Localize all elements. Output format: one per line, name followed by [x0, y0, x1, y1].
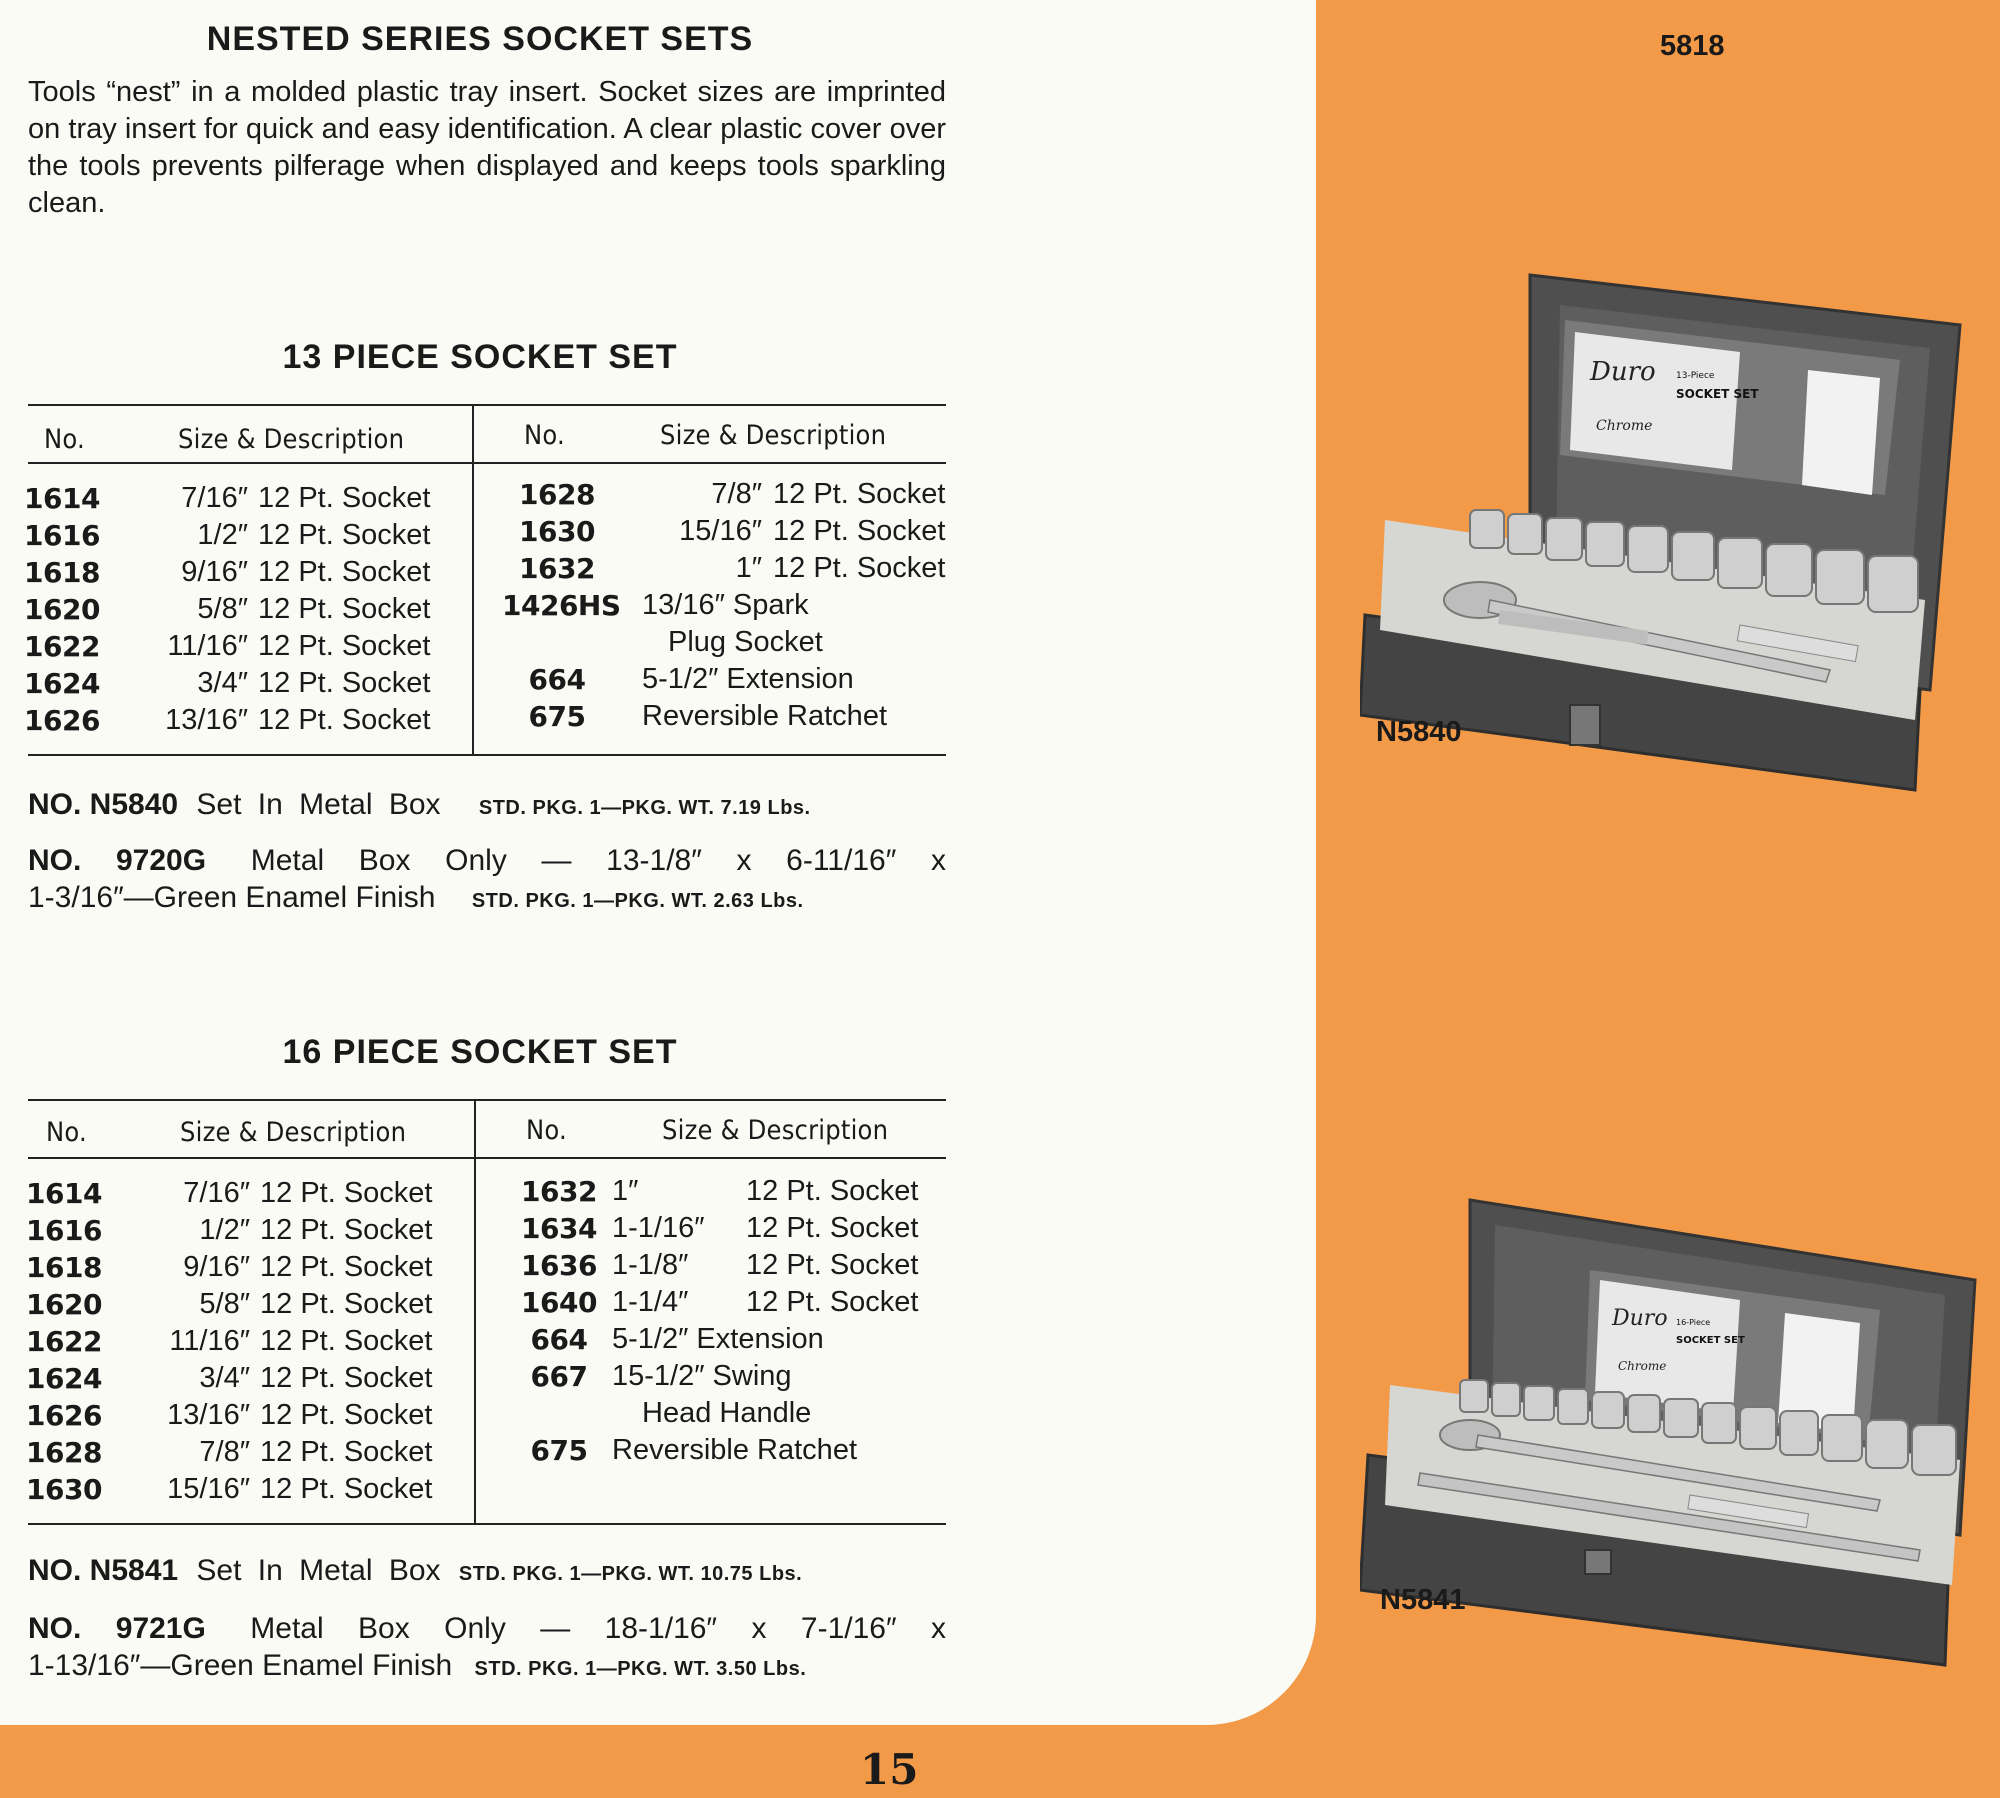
catalog-number: 1630: [26, 1473, 102, 1506]
item-size: 1/2″: [197, 519, 248, 551]
item-size: Head Handle: [642, 1397, 812, 1429]
catalog-number: 1640: [521, 1286, 597, 1319]
item-description: 12 Pt. Socket: [746, 1175, 919, 1207]
std-pkg: STD. PKG. 1—PKG. WT. 3.50 Lbs.: [474, 1658, 807, 1680]
box-label-n5840: N5840: [1376, 716, 1462, 748]
item-size: 5/8″: [199, 1288, 250, 1320]
table-row: [28, 1323, 946, 1360]
item-size: 11/16″: [169, 1325, 250, 1357]
item-size: Reversible Ratchet: [642, 700, 887, 732]
item-description: 12 Pt. Socket: [258, 519, 431, 551]
pkg-text: Set In Metal Box: [196, 1554, 441, 1587]
item-size: 13/16″ Spark: [642, 589, 809, 621]
item-size: 9/16″: [181, 556, 248, 588]
set13-title: 13 PIECE SOCKET SET: [282, 338, 678, 376]
std-pkg: STD. PKG. 1—PKG. WT. 2.63 Lbs.: [471, 890, 804, 912]
catalog-number: 1636: [521, 1249, 597, 1282]
item-description: 12 Pt. Socket: [260, 1177, 433, 1209]
table-row: [28, 478, 946, 515]
table-row: [28, 663, 946, 700]
set16-table: [28, 1099, 946, 1525]
table-row: [28, 1249, 946, 1286]
catalog-number: 1632: [519, 552, 595, 585]
item-description: 12 Pt. Socket: [260, 1251, 433, 1283]
std-pkg: STD. PKG. 1—PKG. WT. 7.19 Lbs.: [478, 797, 811, 819]
item-size: Reversible Ratchet: [612, 1434, 857, 1466]
item-size: 3/4″: [197, 667, 248, 699]
col-header-no: No.: [526, 1115, 567, 1146]
item-size: 7/8″: [711, 478, 762, 510]
box-label-n5841: N5841: [1380, 1584, 1466, 1616]
item-description: 12 Pt. Socket: [258, 556, 431, 588]
item-size: 15/16″: [679, 515, 762, 547]
pkg-text: 1-13/16″—Green Enamel Finish: [28, 1649, 453, 1682]
item-size: 9/16″: [183, 1251, 250, 1283]
set16-pkg2-line2: [28, 1647, 946, 1688]
set16-title: 16 PIECE SOCKET SET: [282, 1033, 678, 1071]
section-title: NESTED SERIES SOCKET SETS: [206, 20, 754, 58]
catalog-number: 1426HS: [502, 589, 621, 622]
catalog-number: 1616: [26, 1214, 102, 1247]
item-size: 15/16″: [167, 1473, 250, 1505]
intro-paragraph: Tools “nest” in a molded plastic tray insert. Socket sizes are imprinted on tray insert for quick and easy identification. A clear plastic cover over the tools prevents pilferage when displayed and keeps tools sparkling clean.: [28, 76, 946, 219]
item-description: 12 Pt. Socket: [258, 593, 431, 625]
catalog-number: 667: [530, 1360, 588, 1393]
col-header-no: No.: [524, 420, 565, 451]
box-card-sub: 16-Piece: [1676, 1318, 1711, 1327]
item-size: 7/16″: [181, 482, 248, 514]
set16-pkg2: [28, 1610, 946, 1647]
item-description: 12 Pt. Socket: [258, 704, 431, 736]
table-row: [28, 589, 946, 626]
item-size: 1/2″: [199, 1214, 250, 1246]
item-size: 1-1/8″: [612, 1249, 689, 1281]
catalog-number: 1634: [521, 1212, 597, 1245]
std-pkg: STD. PKG. 1—PKG. WT. 10.75 Lbs.: [458, 1563, 803, 1585]
item-size: 1″: [612, 1175, 639, 1207]
box-card-title: SOCKET SET: [1676, 387, 1759, 401]
set13-pkg1: [28, 786, 946, 827]
item-size: 3/4″: [199, 1362, 250, 1394]
catalog-number: NO. N5840: [28, 788, 179, 821]
catalog-number: NO. 9721G: [28, 1612, 206, 1645]
pkg-text: Set In Metal Box: [196, 788, 441, 821]
catalog-number: 1626: [24, 704, 100, 737]
catalog-number: 1624: [26, 1362, 102, 1395]
item-size: 13/16″: [165, 704, 248, 736]
item-size: 7/16″: [183, 1177, 250, 1209]
item-description: 12 Pt. Socket: [260, 1399, 433, 1431]
col-header-desc: Size & Description: [660, 420, 887, 451]
item-description: 12 Pt. Socket: [260, 1288, 433, 1320]
catalog-number: 1626: [26, 1399, 102, 1432]
item-description: 12 Pt. Socket: [260, 1473, 433, 1505]
header-rule: [28, 462, 946, 464]
box-brand-sub: Chrome: [1596, 418, 1653, 434]
box-card-sub: 13-Piece: [1676, 371, 1715, 381]
item-description: 12 Pt. Socket: [746, 1249, 919, 1281]
catalog-number: 1624: [24, 667, 100, 700]
table-row: [28, 700, 946, 737]
catalog-number: 1618: [24, 556, 100, 589]
header-rule: [28, 1157, 946, 1159]
item-size: 5-1/2″ Extension: [642, 663, 854, 695]
catalog-number: 1616: [24, 519, 100, 552]
item-size: Plug Socket: [668, 626, 823, 658]
box-card-title: SOCKET SET: [1676, 1335, 1745, 1346]
item-description: 12 Pt. Socket: [773, 478, 946, 510]
table-row: [28, 1175, 946, 1212]
table-row: [28, 1212, 946, 1249]
set13-pkg2: [28, 842, 946, 879]
table-row: [28, 552, 946, 589]
table-row: [28, 1397, 946, 1434]
item-size: 13/16″: [167, 1399, 250, 1431]
box-brand: Duro: [1590, 357, 1656, 387]
item-size: 1-1/16″: [612, 1212, 705, 1244]
catalog-number: 1614: [24, 482, 100, 515]
catalog-number: 1630: [519, 515, 595, 548]
catalog-number: 1622: [24, 630, 100, 663]
table-row: [28, 1434, 946, 1471]
item-description: 12 Pt. Socket: [260, 1362, 433, 1394]
col-header-desc: Size & Description: [662, 1115, 889, 1146]
col-header-desc: Size & Description: [178, 424, 405, 455]
item-description: 12 Pt. Socket: [258, 630, 431, 662]
page-number: 15: [860, 1745, 919, 1794]
item-size: 5/8″: [197, 593, 248, 625]
catalog-number: 1622: [26, 1325, 102, 1358]
catalog-number: 1620: [24, 593, 100, 626]
item-description: 12 Pt. Socket: [260, 1325, 433, 1357]
item-description: 12 Pt. Socket: [746, 1286, 919, 1318]
catalog-number: 1628: [26, 1436, 102, 1469]
col-header-desc: Size & Description: [180, 1117, 407, 1148]
col-header-no: No.: [46, 1117, 87, 1148]
table-row: [28, 1473, 946, 1510]
catalog-number: 1614: [26, 1177, 102, 1210]
catalog-number: 1620: [26, 1288, 102, 1321]
catalog-number: 664: [530, 1323, 588, 1356]
pkg-text: Metal Box Only — 18-1/16″ x 7-1/16″ x: [250, 1612, 946, 1645]
table-row: [28, 1286, 946, 1323]
catalog-number: 675: [528, 700, 586, 733]
set13-pkg2-line2: [28, 879, 946, 920]
catalog-number: 1628: [519, 478, 595, 511]
catalog-number: 675: [530, 1434, 588, 1467]
item-description: 12 Pt. Socket: [773, 515, 946, 547]
box-brand-sub: Chrome: [1618, 1359, 1667, 1373]
item-size: 7/8″: [199, 1436, 250, 1468]
item-description: 12 Pt. Socket: [746, 1212, 919, 1244]
item-description: 12 Pt. Socket: [773, 552, 946, 584]
item-description: 12 Pt. Socket: [258, 667, 431, 699]
catalog-number: 1618: [26, 1251, 102, 1284]
item-size: 15-1/2″ Swing: [612, 1360, 792, 1392]
catalog-number: NO. N5841: [28, 1554, 179, 1587]
col-header-no: No.: [44, 424, 85, 455]
top-image-label: 5818: [1660, 30, 1725, 62]
item-description: 12 Pt. Socket: [260, 1214, 433, 1246]
item-size: 1″: [735, 552, 762, 584]
set13-table: [24, 404, 946, 756]
item-description: 12 Pt. Socket: [258, 482, 431, 514]
item-size: 5-1/2″ Extension: [612, 1323, 824, 1355]
item-size: 11/16″: [167, 630, 248, 662]
catalog-number: 664: [528, 663, 586, 696]
catalog-number: 1632: [521, 1175, 597, 1208]
box-brand: Duro: [1612, 1306, 1668, 1331]
catalog-number: NO. 9720G: [28, 844, 207, 877]
table-row: [28, 515, 946, 552]
pkg-text: Metal Box Only — 13-1/8″ x 6-11/16″ x: [250, 844, 946, 877]
item-description: 12 Pt. Socket: [260, 1436, 433, 1468]
pkg-text: 1-3/16″—Green Enamel Finish: [28, 881, 436, 914]
item-size: 1-1/4″: [612, 1286, 689, 1318]
set16-pkg1: [28, 1552, 946, 1593]
table-row: [28, 1360, 946, 1397]
table-row: [28, 626, 946, 663]
